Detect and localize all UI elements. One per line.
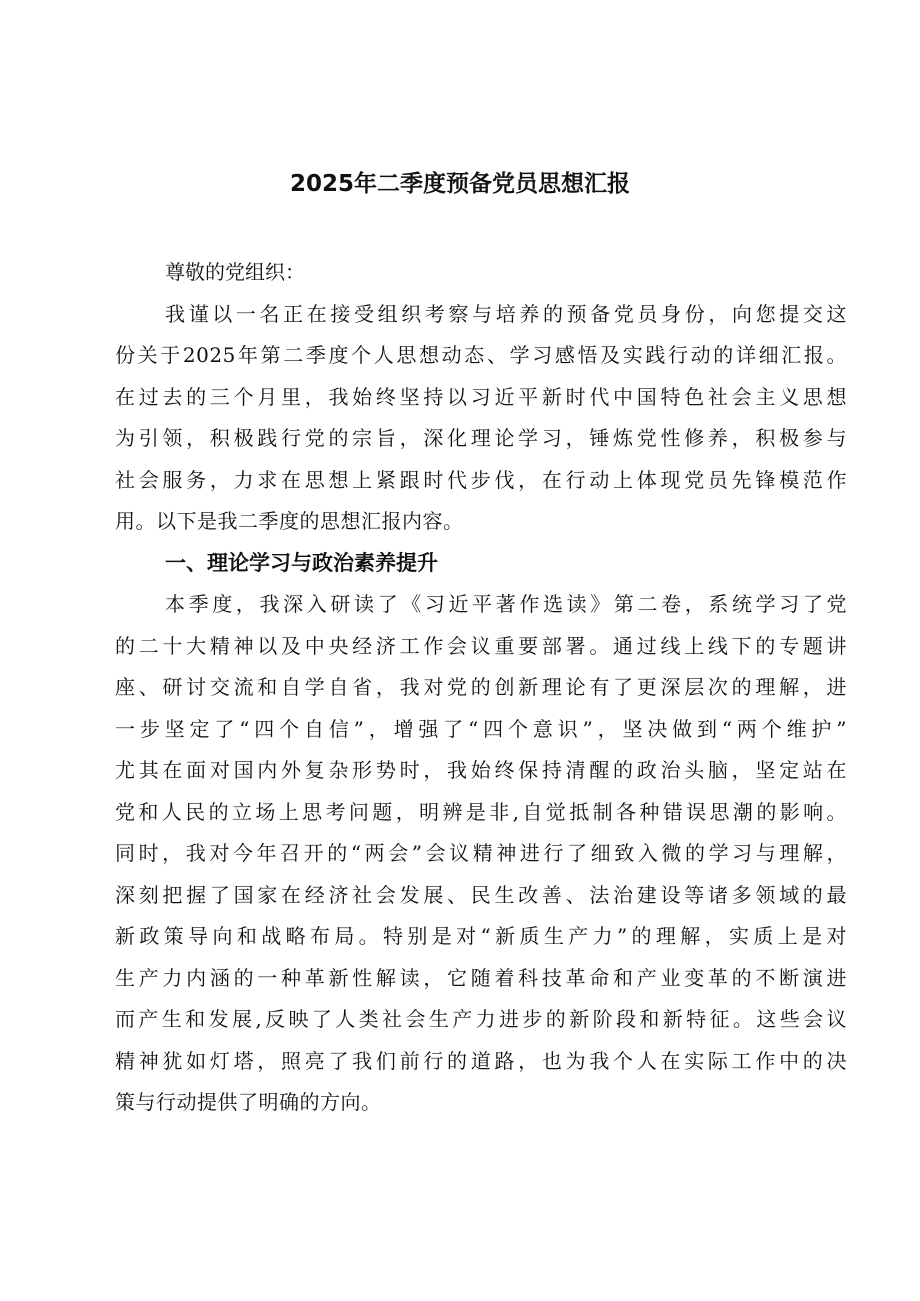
paragraph-line: 社会服务，力求在思想上紧跟时代步伐，在行动上体现党员先锋模范作: [115, 467, 847, 492]
section-heading: 一、理论学习与政治素养提升: [165, 550, 438, 575]
paragraph-line: 我谨以一名正在接受组织考察与培养的预备党员身份，向您提交这: [165, 301, 847, 326]
document-title: 2025年二季度预备党员思想汇报: [289, 171, 630, 197]
paragraph-line: 在过去的三个月里，我始终坚持以习近平新时代中国特色社会主义思想: [115, 384, 847, 409]
intro-paragraph: [115, 294, 847, 543]
paragraph-line: 深刻把握了国家在经济社会发展、民生改善、法治建设等诸多领域的最: [115, 882, 847, 907]
paragraph-line: 同时，我对今年召开的“两会”会议精神进行了细致入微的学习与理解，: [115, 841, 847, 865]
paragraph-line: 座、研讨交流和自学自省，我对党的创新理论有了更深层次的理解，进: [115, 675, 847, 699]
paragraph-line: 用。以下是我二季度的思想汇报内容。: [115, 509, 464, 533]
paragraph-line: 一步坚定了“四个自信”，增强了“四个意识”，坚决做到“两个维护”: [115, 716, 847, 741]
section1-paragraph: [115, 584, 847, 1124]
paragraph-line: 党和人民的立场上思考问题，明辨是非,自觉抵制各种错误思潮的影响。: [115, 799, 847, 824]
paragraph-line: 份关于2025年第二季度个人思想动态、学习感悟及实践行动的详细汇报。: [115, 343, 847, 367]
paragraph-line: 为引领，积极践行党的宗旨，深化理论学习，锤炼党性修养，积极参与: [115, 426, 847, 450]
document-body: [115, 252, 847, 1124]
paragraph-line: 而产生和发展,反映了人类社会生产力进步的新阶段和新特征。这些会议: [115, 1007, 847, 1031]
paragraph-line: 新政策导向和战略布局。特别是对“新质生产力”的理解，实质上是对: [115, 924, 847, 948]
paragraph-line: 策与行动提供了明确的方向。: [115, 1090, 382, 1114]
paragraph-line: 本季度，我深入研读了《习近平著作选读》第二卷，系统学习了党: [165, 592, 847, 616]
paragraph-line: 精神犹如灯塔，照亮了我们前行的道路，也为我个人在实际工作中的决: [115, 1048, 847, 1073]
paragraph-line: 尤其在面对国内外复杂形势时，我始终保持清醒的政治头脑，坚定站在: [115, 758, 847, 782]
paragraph-line: 的二十大精神以及中央经济工作会议重要部署。通过线上线下的专题讲: [115, 633, 847, 658]
salutation: 尊敬的党组织：: [165, 260, 305, 284]
paragraph-line: 生产力内涵的一种革新性解读，它随着科技革命和产业变革的不断演进: [115, 965, 847, 990]
